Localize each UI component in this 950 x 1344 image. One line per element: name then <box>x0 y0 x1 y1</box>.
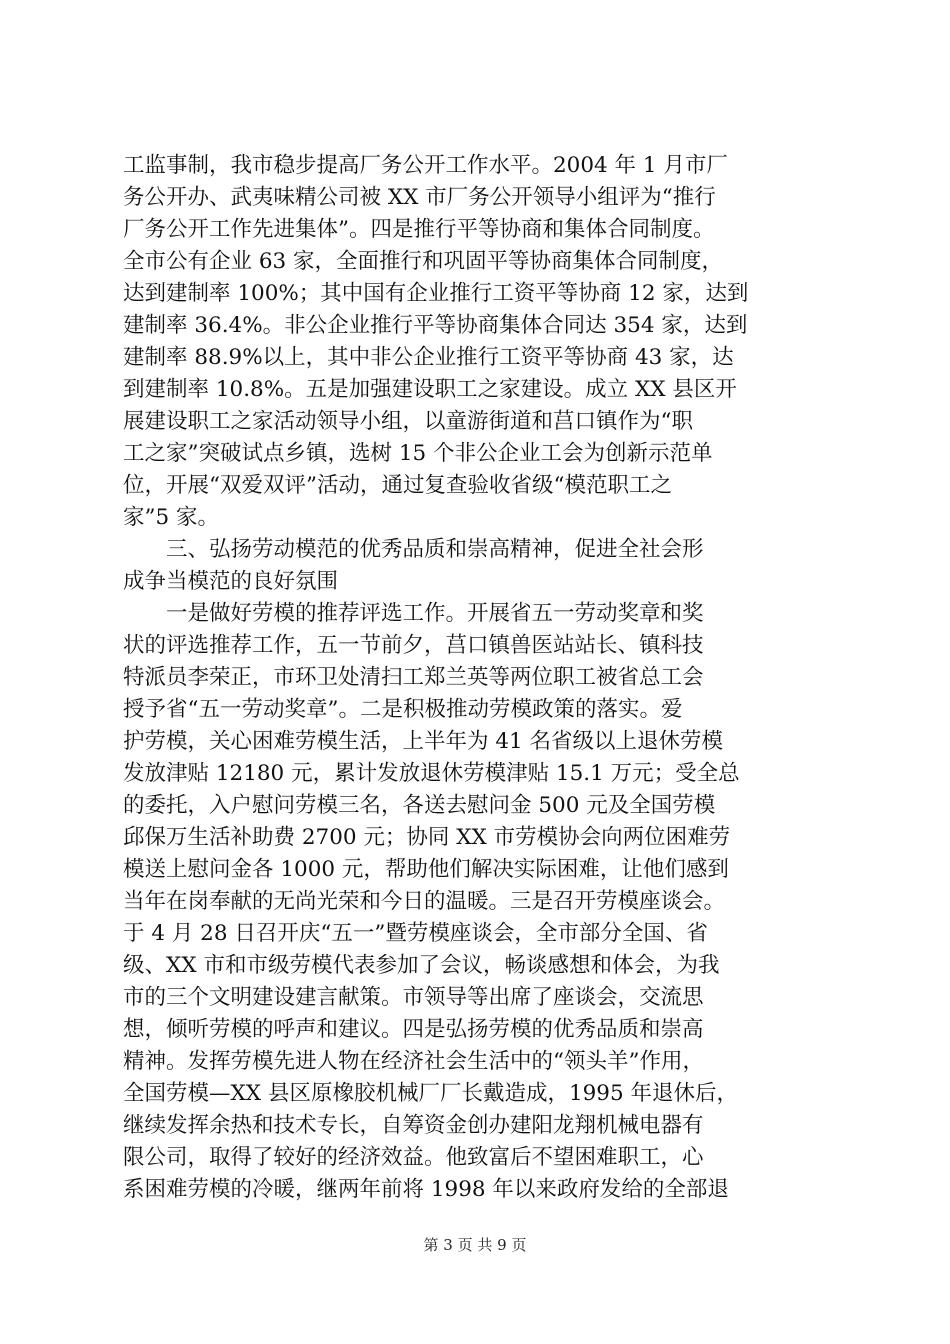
body-text <box>123 150 839 1206</box>
text-line: 全国劳模—XX 县区原橡胶机械厂厂长戴造成，1995 年退休后， <box>123 1081 738 1106</box>
text-line: 工监事制，我市稳步提高厂务公开工作水平。2004 年 1 月市厂 <box>123 153 728 178</box>
text-line: 护劳模，关心困难劳模生活，上半年为 41 名省级以上退休劳模 <box>123 729 724 754</box>
text-line: 的委托，入户慰问劳模三名，各送去慰问金 500 元及全国劳模 <box>123 793 716 818</box>
text-line: 展建设职工之家活动领导小组，以童游街道和莒口镇作为“职 <box>123 409 693 434</box>
text-line: 市的三个文明建设建言献策。市领导等出席了座谈会，交流思 <box>123 985 704 1010</box>
text-line: 一是做好劳模的推荐评选工作。开展省五一劳动奖章和奖 <box>123 601 704 626</box>
text-line: 模送上慰问金各 1000 元，帮助他们解决实际困难，让他们感到 <box>123 857 729 882</box>
section-heading-line: 成争当模范的良好氛围 <box>123 569 339 594</box>
text-line: 到建制率 10.8%。五是加强建设职工之家建设。成立 XX 县区开 <box>123 377 737 402</box>
text-line: 位，开展“双爱双评”活动，通过复查验收省级“模范职工之 <box>123 473 672 498</box>
text-line: 精神。发挥劳模先进人物在经济社会生活中的“领头羊”作用， <box>123 1049 704 1074</box>
text-line: 邱保万生活补助费 2700 元；协同 XX 市劳模协会向两位困难劳 <box>123 825 731 850</box>
text-line: 务公开办、武夷味精公司被 XX 市厂务公开领导小组评为“推行 <box>123 185 716 210</box>
text-line: 家”5 家。 <box>123 505 220 530</box>
text-line: 特派员李荣正，市环卫处清扫工郑兰英等两位职工被省总工会 <box>123 665 704 690</box>
text-line: 建制率 88.9%以上，其中非公企业推行工资平等协商 43 家，达 <box>123 345 734 370</box>
text-line: 发放津贴 12180 元，累计发放退休劳模津贴 15.1 万元；受全总 <box>123 761 740 786</box>
text-line: 全市公有企业 63 家，全面推行和巩固平等协商集体合同制度， <box>123 249 724 274</box>
text-line: 工之家”突破试点乡镇，选树 15 个非公企业工会为创新示范单 <box>123 441 713 466</box>
text-line: 达到建制率 100%；其中国有企业推行工资平等协商 12 家，达到 <box>123 281 749 306</box>
text-line: 建制率 36.4%。非公企业推行平等协商集体合同达 354 家，达到 <box>123 313 748 338</box>
text-line: 于 4 月 28 日召开庆“五一”暨劳模座谈会，全市部分全国、省 <box>123 921 708 946</box>
section-heading-line: 三、弘扬劳动模范的优秀品质和崇高精神，促进全社会形 <box>123 537 704 562</box>
text-line: 限公司，取得了较好的经济效益。他致富后不望困难职工，心 <box>123 1145 704 1170</box>
text-line: 级、XX 市和市级劳模代表参加了会议，畅谈感想和体会，为我 <box>123 953 720 978</box>
text-line: 厂务公开工作先进集体”。四是推行平等协商和集体合同制度。 <box>123 217 715 242</box>
text-line: 继续发挥余热和技术专长，自筹资金创办建阳龙翔机械电器有 <box>123 1113 704 1138</box>
text-line: 状的评选推荐工作，五一节前夕，莒口镇兽医站站长、镇科技 <box>123 633 704 658</box>
text-line: 授予省“五一劳动奖章”。二是积极推动劳模政策的落实。爱 <box>123 697 683 722</box>
text-line: 系困难劳模的冷暖，继两年前将 1998 年以来政府发给的全部退 <box>123 1177 729 1202</box>
page-footer: 第 3 页 共 9 页 <box>423 1236 527 1254</box>
text-line: 想，倾听劳模的呼声和建议。四是弘扬劳模的优秀品质和崇高 <box>123 1017 704 1042</box>
text-line: 当年在岗奉献的无尚光荣和今日的温暖。三是召开劳模座谈会。 <box>123 889 726 914</box>
